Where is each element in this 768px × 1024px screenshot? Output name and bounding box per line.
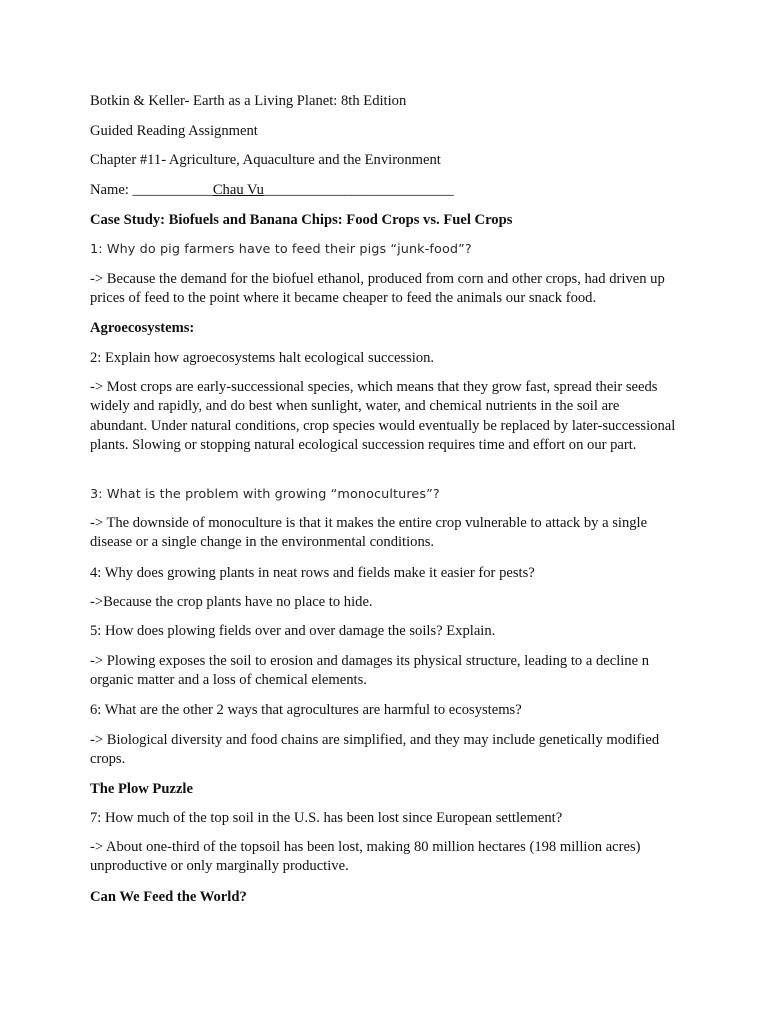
question-1: 1: Why do pig farmers have to feed their pigs “junk-food”? — [90, 242, 472, 257]
name-suffix: __________________________ — [263, 182, 454, 198]
chapter-title: Chapter #11- Agriculture, Aquaculture and the Environment — [90, 152, 441, 168]
question-5: 5: How does plowing fields over and over damage the soils? Explain. — [90, 623, 496, 639]
answer-5: -> Plowing exposes the soil to erosion and damages its physical structure, leading to a decline n organic matter and a loss of chemical elements. — [90, 653, 650, 689]
answer-7: -> About one-third of the topsoil has been lost, making 80 million hectares (198 million acres) unproductive or only marginally productive. — [90, 839, 641, 875]
feed-world-heading: Can We Feed the World? — [90, 889, 247, 905]
assignment-title: Guided Reading Assignment — [90, 123, 258, 139]
answer-3: -> The downside of monoculture is that it makes the entire crop vulnerable to attack by a single disease or a single change in the environmental conditions. — [90, 515, 648, 551]
question-4: 4: Why does growing plants in neat rows and fields make it easier for pests? — [90, 565, 535, 581]
agroecosystems-heading: Agroecosystems: — [90, 320, 195, 336]
name-line — [90, 181, 690, 201]
question-3: 3: What is the problem with growing “monocultures”? — [90, 487, 440, 502]
question-7: 7: How much of the top soil in the U.S. has been lost since European settlement? — [90, 810, 563, 826]
question-6: 6: What are the other 2 ways that agrocultures are harmful to ecosystems? — [90, 702, 522, 718]
answer-4: ->Because the crop plants have no place to hide. — [90, 594, 373, 610]
answer-2: -> Most crops are early-successional species, which means that they grow fast, spread their seeds widely and rapidly, and do best when sunlight, water, and chemical nutrients in the soil are abundant. Under natural conditions, crop species would eventually be replaced by later-successional plants. Slowing or stopping natural ecological succession requires time and effort on our part. — [90, 379, 676, 454]
name-prefix: Name: ___________ — [90, 182, 213, 198]
answer-1: -> Because the demand for the biofuel ethanol, produced from corn and other crops, had driven up prices of feed to the point where it became cheaper to feed the animals our snack food. — [90, 271, 665, 307]
book-title: Botkin & Keller- Earth as a Living Planet: 8th Edition — [90, 93, 407, 109]
answer-6: -> Biological diversity and food chains are simplified, and they may include genetically modified crops. — [90, 732, 660, 768]
question-2: 2: Explain how agroecosystems halt ecological succession. — [90, 350, 435, 366]
student-name: Chau Vu — [212, 182, 264, 198]
plow-puzzle-heading: The Plow Puzzle — [90, 781, 193, 797]
case-study-heading: Case Study: Biofuels and Banana Chips: Food Crops vs. Fuel Crops — [90, 212, 513, 228]
